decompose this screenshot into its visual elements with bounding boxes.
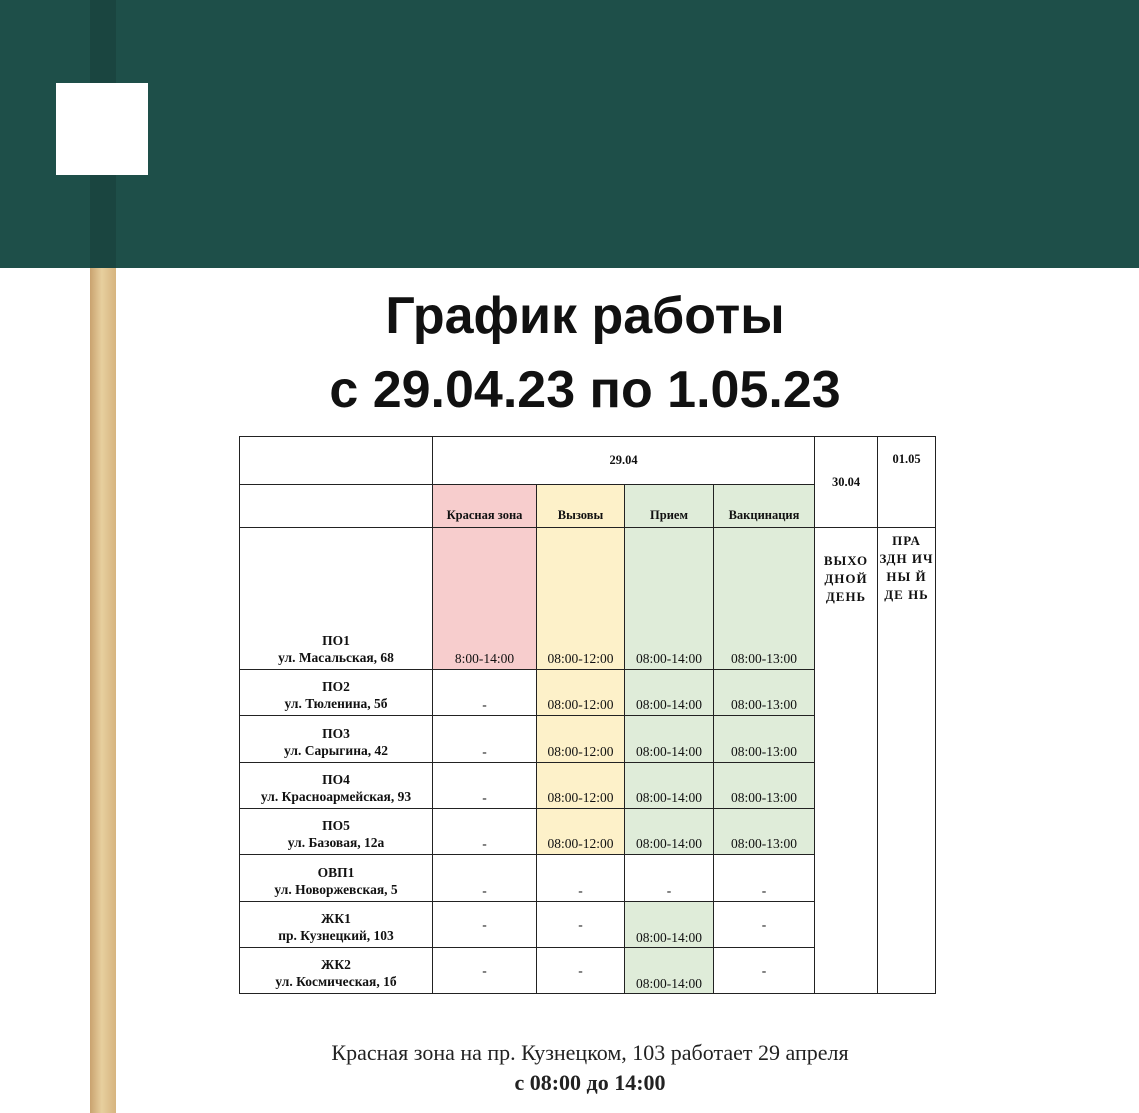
- holiday-cell: ПРА ЗДН ИЧ НЫ Й ДЕ НЬ: [878, 528, 936, 994]
- table-row-label: ПО3 ул. Сарыгина, 42: [240, 716, 433, 763]
- cell-red: -: [433, 948, 537, 994]
- cell-vaccination: 08:00-13:00: [714, 809, 815, 855]
- cell-red: -: [433, 855, 537, 902]
- cell-reception: 08:00-14:00: [625, 948, 714, 994]
- cell-reception: 08:00-14:00: [625, 670, 714, 716]
- cell-vaccination: -: [714, 902, 815, 948]
- schedule-table: [239, 436, 936, 994]
- date-header-30: 30.04: [815, 437, 878, 528]
- page-subtitle-dates: с 29.04.23 по 1.05.23: [329, 361, 841, 419]
- cell-calls: 08:00-12:00: [537, 763, 625, 809]
- cell-reception: 08:00-14:00: [625, 716, 714, 763]
- cell-vaccination: 08:00-13:00: [714, 528, 815, 670]
- table-row-label: ОВП1 ул. Новоржевская, 5: [240, 855, 433, 902]
- cell-red: -: [433, 763, 537, 809]
- cell-red: -: [433, 670, 537, 716]
- cell-calls: -: [537, 855, 625, 902]
- cell-calls: -: [537, 948, 625, 994]
- table-row-label: ПО4 ул. Красноармейская, 93: [240, 763, 433, 809]
- col-header-vaccination: Вакцинация: [714, 485, 815, 528]
- cell-calls: 08:00-12:00: [537, 716, 625, 763]
- col-header-reception: Прием: [625, 485, 714, 528]
- date-header-01: 01.05: [878, 437, 936, 528]
- cell-red: -: [433, 902, 537, 948]
- cell-vaccination: 08:00-13:00: [714, 670, 815, 716]
- cell-red: 8:00-14:00: [433, 528, 537, 670]
- table-row-label: ПО5 ул. Базовая, 12а: [240, 809, 433, 855]
- cell-reception: 08:00-14:00: [625, 763, 714, 809]
- cell-vaccination: 08:00-13:00: [714, 716, 815, 763]
- cell-vaccination: 08:00-13:00: [714, 763, 815, 809]
- corner-cell-2: [240, 485, 433, 528]
- footer-hours: с 08:00 до 14:00: [514, 1070, 666, 1095]
- cell-reception: 08:00-14:00: [625, 902, 714, 948]
- col-header-red-zone: Красная зона: [433, 485, 537, 528]
- corner-cell: [240, 437, 433, 485]
- table-row-label: ЖК1 пр. Кузнецкий, 103: [240, 902, 433, 948]
- table-row-label: ПО1 ул. Масальская, 68: [240, 528, 433, 670]
- cell-vaccination: -: [714, 855, 815, 902]
- cell-calls: -: [537, 902, 625, 948]
- cell-reception: -: [625, 855, 714, 902]
- table-row-label: ЖК2 ул. Космическая, 1б: [240, 948, 433, 994]
- cell-calls: 08:00-12:00: [537, 528, 625, 670]
- cell-reception: 08:00-14:00: [625, 528, 714, 670]
- col-header-calls: Вызовы: [537, 485, 625, 528]
- cell-calls: 08:00-12:00: [537, 809, 625, 855]
- header-banner: [0, 0, 1139, 268]
- cell-red: -: [433, 809, 537, 855]
- logo-placeholder: [56, 83, 148, 175]
- footer-note: Красная зона на пр. Кузнецком, 103 работает 29 апреля: [331, 1040, 849, 1065]
- cell-vaccination: -: [714, 948, 815, 994]
- table-row-label: ПО2 ул. Тюленина, 5б: [240, 670, 433, 716]
- page-title: График работы: [385, 287, 785, 345]
- cell-reception: 08:00-14:00: [625, 809, 714, 855]
- cell-red: -: [433, 716, 537, 763]
- day-off-cell: ВЫХО ДНОЙ ДЕНЬ: [815, 528, 878, 994]
- cell-calls: 08:00-12:00: [537, 670, 625, 716]
- date-header-29: 29.04: [433, 437, 815, 485]
